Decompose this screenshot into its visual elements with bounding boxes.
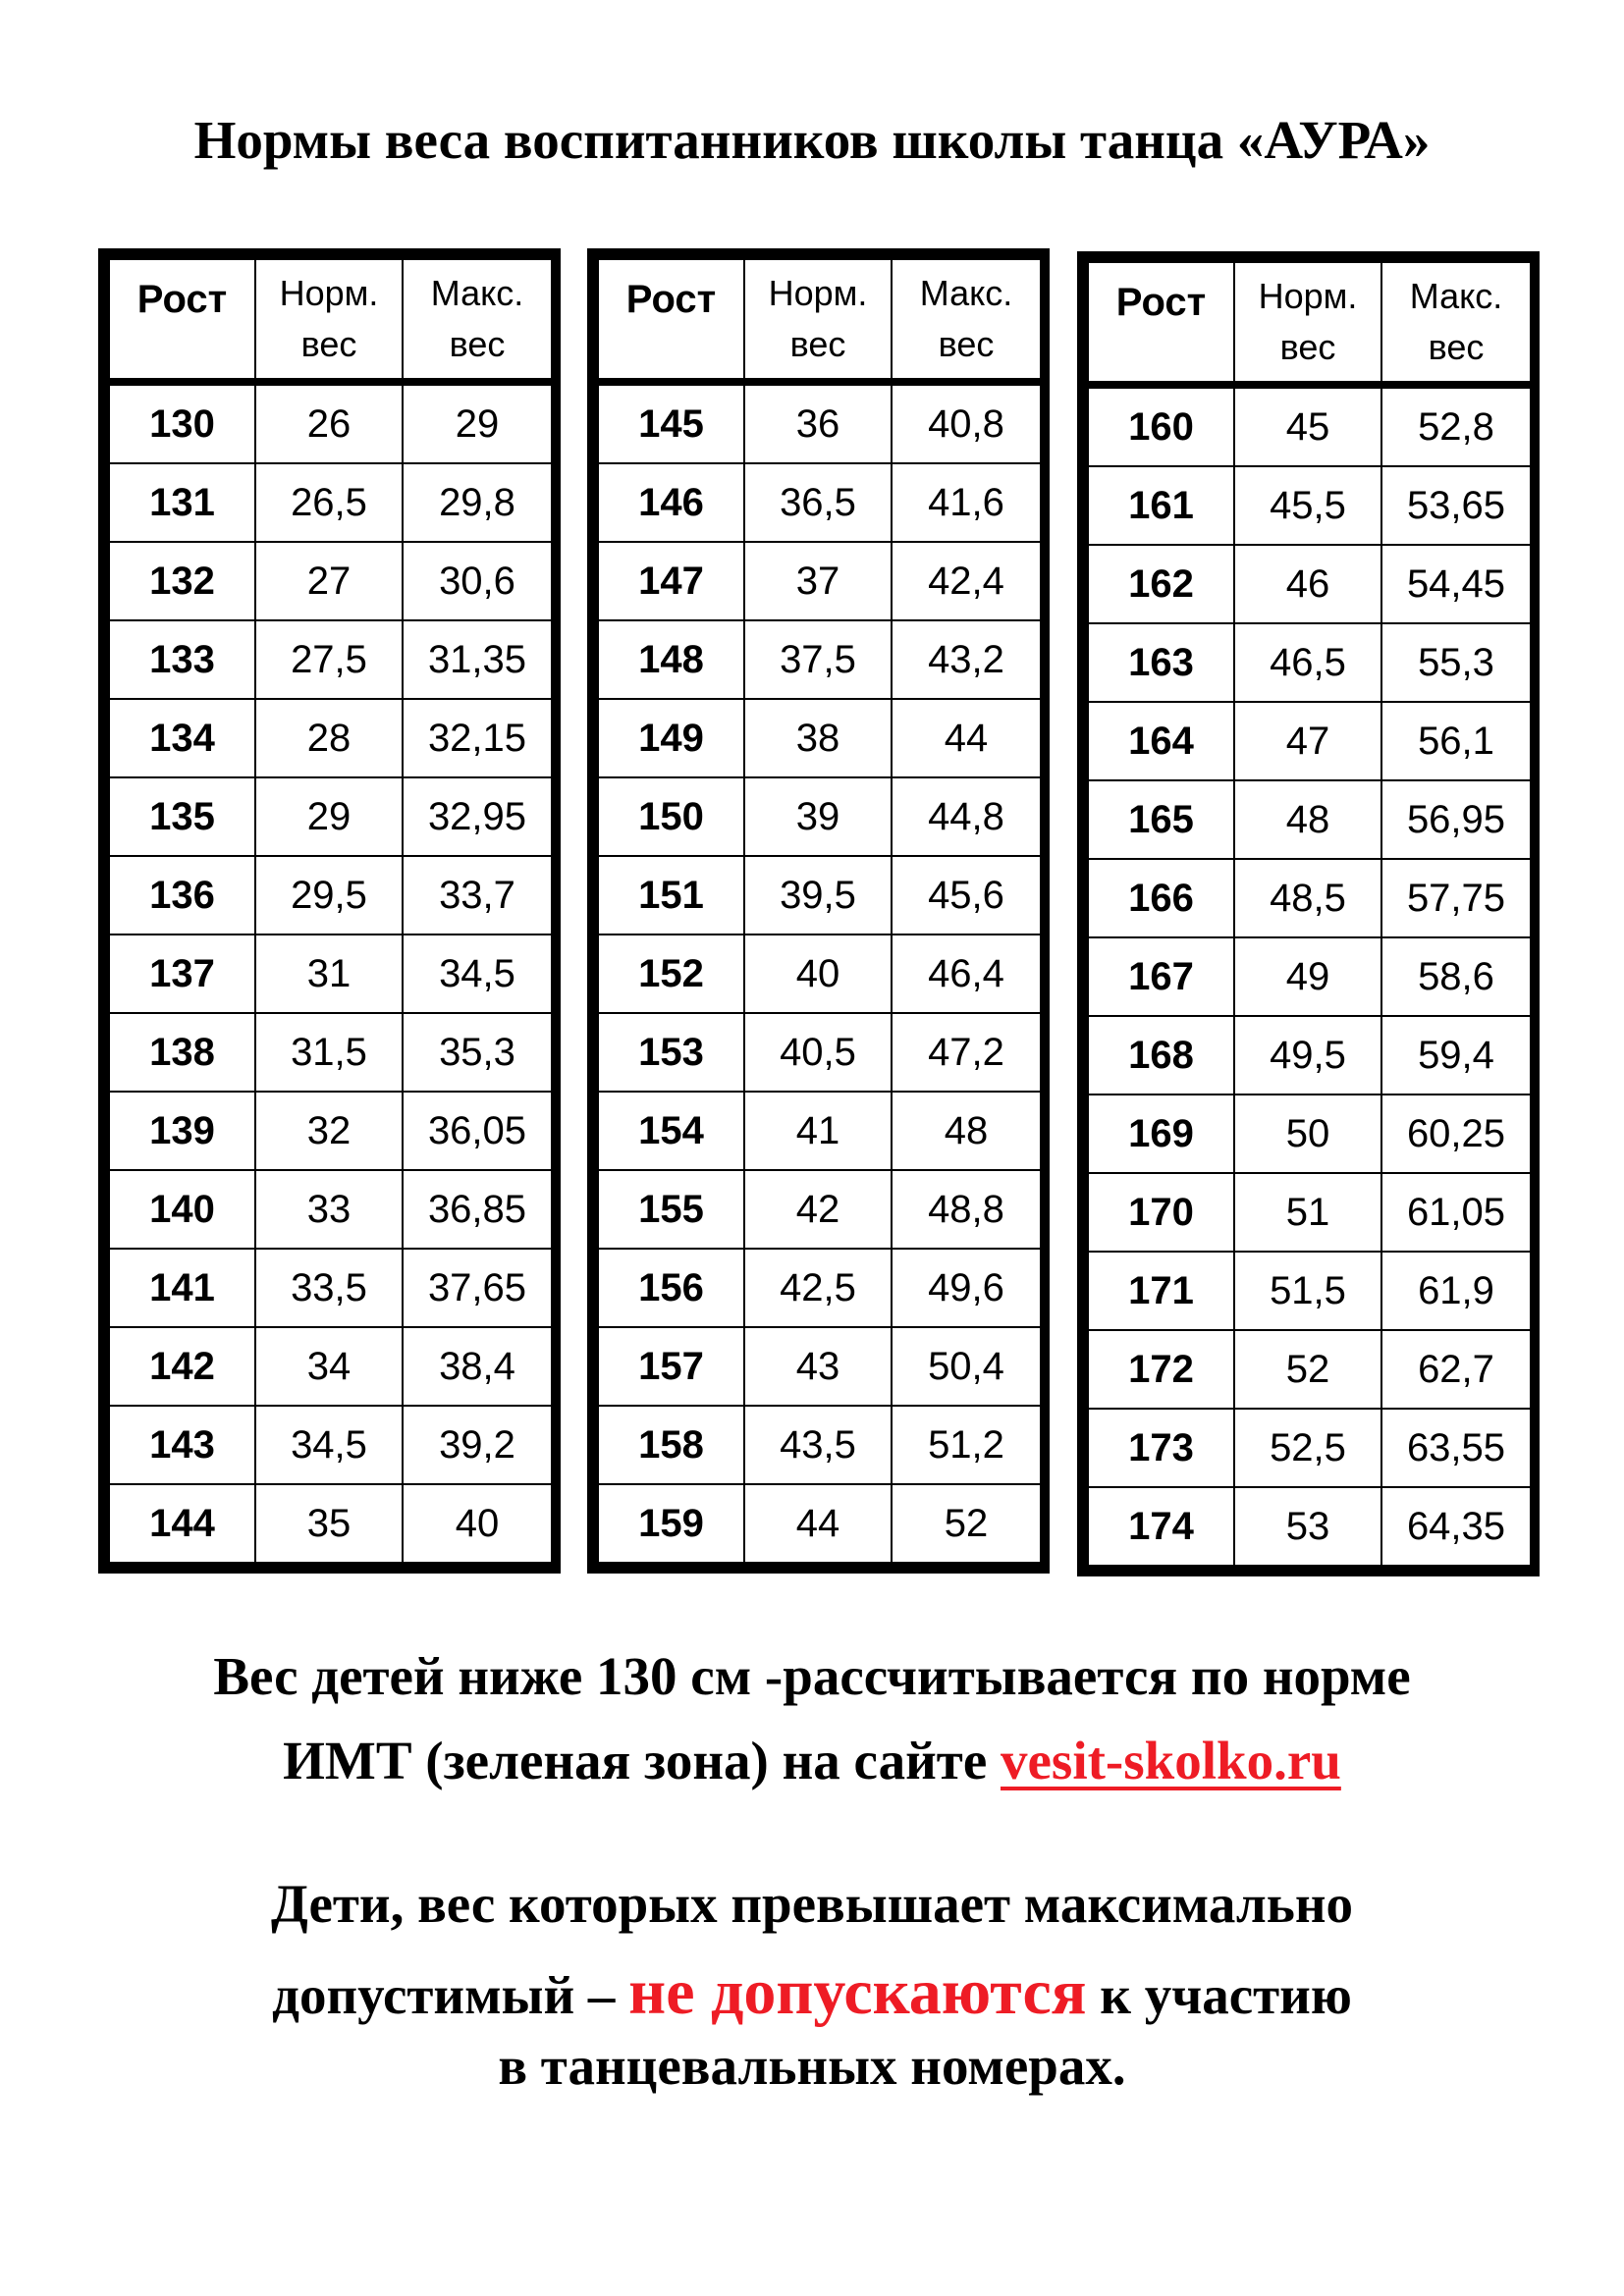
norm-weight-cell: 41 (744, 1092, 892, 1170)
height-cell: 133 (109, 620, 255, 699)
table-row (109, 934, 552, 1013)
table-row (109, 463, 552, 542)
height-cell: 169 (1088, 1095, 1234, 1173)
table-row (109, 1484, 552, 1563)
height-cell: 138 (109, 1013, 255, 1092)
height-cell: 143 (109, 1406, 255, 1484)
table-row (109, 382, 552, 463)
bmi-note (0, 1634, 1624, 1803)
height-cell: 173 (1088, 1409, 1234, 1487)
height-cell: 170 (1088, 1173, 1234, 1252)
table-row (598, 463, 1041, 542)
table-row (598, 777, 1041, 856)
norm-weight-cell: 39 (744, 777, 892, 856)
table-row (1088, 859, 1531, 937)
norm-weight-cell: 28 (255, 699, 403, 777)
table-row (598, 542, 1041, 620)
table-row (598, 382, 1041, 463)
max-weight-cell: 41,6 (892, 463, 1041, 542)
norm-weight-cell: 36 (744, 382, 892, 463)
max-weight-header: Макс. вес (892, 259, 1041, 382)
height-cell: 171 (1088, 1252, 1234, 1330)
height-cell: 140 (109, 1170, 255, 1249)
height-cell: 162 (1088, 545, 1234, 623)
height-cell: 152 (598, 934, 744, 1013)
norm-weight-cell: 35 (255, 1484, 403, 1563)
height-cell: 159 (598, 1484, 744, 1563)
norm-weight-header: Норм. вес (1234, 262, 1381, 385)
weight-table-grid (597, 258, 1042, 1564)
max-weight-cell: 44 (892, 699, 1041, 777)
norm-weight-cell: 36,5 (744, 463, 892, 542)
height-cell: 147 (598, 542, 744, 620)
height-cell: 172 (1088, 1330, 1234, 1409)
table-row (1088, 623, 1531, 702)
max-weight-cell: 52,8 (1381, 385, 1531, 466)
weight-table-2 (587, 248, 1050, 1574)
table-row (109, 1327, 552, 1406)
max-weight-cell: 39,2 (403, 1406, 552, 1484)
height-cell: 131 (109, 463, 255, 542)
height-cell: 150 (598, 777, 744, 856)
weight-table-grid (1087, 261, 1532, 1567)
table-row (1088, 1409, 1531, 1487)
table-row (1088, 385, 1531, 466)
norm-weight-cell: 44 (744, 1484, 892, 1563)
height-cell: 161 (1088, 466, 1234, 545)
table-header-row (1088, 262, 1531, 385)
height-cell: 163 (1088, 623, 1234, 702)
max-weight-cell: 44,8 (892, 777, 1041, 856)
norm-weight-cell: 33 (255, 1170, 403, 1249)
norm-weight-cell: 40 (744, 934, 892, 1013)
norm-weight-cell: 48 (1234, 780, 1381, 859)
norm-weight-cell: 46,5 (1234, 623, 1381, 702)
warning-highlight: не допускаются (628, 1956, 1087, 2028)
height-cell: 148 (598, 620, 744, 699)
norm-weight-cell: 26 (255, 382, 403, 463)
norm-weight-cell: 42,5 (744, 1249, 892, 1327)
max-weight-cell: 30,6 (403, 542, 552, 620)
max-weight-cell: 53,65 (1381, 466, 1531, 545)
norm-weight-cell: 49,5 (1234, 1016, 1381, 1095)
table-row (109, 856, 552, 934)
max-weight-cell: 32,95 (403, 777, 552, 856)
height-cell: 142 (109, 1327, 255, 1406)
weight-table-grid (108, 258, 553, 1564)
max-weight-cell: 48 (892, 1092, 1041, 1170)
norm-weight-cell: 43 (744, 1327, 892, 1406)
height-cell: 164 (1088, 702, 1234, 780)
max-weight-cell: 64,35 (1381, 1487, 1531, 1566)
norm-weight-header: Норм. вес (744, 259, 892, 382)
norm-weight-cell: 52 (1234, 1330, 1381, 1409)
max-weight-cell: 50,4 (892, 1327, 1041, 1406)
height-header: Рост (1088, 262, 1234, 385)
height-cell: 160 (1088, 385, 1234, 466)
max-weight-cell: 51,2 (892, 1406, 1041, 1484)
max-weight-cell: 43,2 (892, 620, 1041, 699)
max-weight-cell: 60,25 (1381, 1095, 1531, 1173)
warning-line3: в танцевальных номерах. (498, 2036, 1126, 2096)
height-header: Рост (109, 259, 255, 382)
table-row (109, 1092, 552, 1170)
table-row (598, 699, 1041, 777)
bmi-note-line1: Вес детей ниже 130 см -рассчитывается по норме (213, 1646, 1411, 1706)
table-row (109, 620, 552, 699)
height-cell: 174 (1088, 1487, 1234, 1566)
table-row (1088, 1487, 1531, 1566)
height-cell: 144 (109, 1484, 255, 1563)
table-row (1088, 1252, 1531, 1330)
table-header-row (109, 259, 552, 382)
height-cell: 132 (109, 542, 255, 620)
norm-weight-cell: 48,5 (1234, 859, 1381, 937)
height-cell: 153 (598, 1013, 744, 1092)
weight-table-1 (98, 248, 561, 1574)
table-row (109, 777, 552, 856)
max-weight-cell: 32,15 (403, 699, 552, 777)
table-row (598, 934, 1041, 1013)
height-cell: 157 (598, 1327, 744, 1406)
max-weight-cell: 62,7 (1381, 1330, 1531, 1409)
norm-weight-cell: 27 (255, 542, 403, 620)
table-row (109, 542, 552, 620)
height-cell: 151 (598, 856, 744, 934)
table-row (1088, 466, 1531, 545)
max-weight-cell: 46,4 (892, 934, 1041, 1013)
table-row (598, 1406, 1041, 1484)
height-cell: 139 (109, 1092, 255, 1170)
table-row (1088, 545, 1531, 623)
table-row (109, 1249, 552, 1327)
height-cell: 166 (1088, 859, 1234, 937)
max-weight-cell: 47,2 (892, 1013, 1041, 1092)
max-weight-cell: 58,6 (1381, 937, 1531, 1016)
norm-weight-cell: 29,5 (255, 856, 403, 934)
norm-weight-cell: 53 (1234, 1487, 1381, 1566)
max-weight-cell: 34,5 (403, 934, 552, 1013)
norm-weight-cell: 40,5 (744, 1013, 892, 1092)
height-cell: 135 (109, 777, 255, 856)
table-row (598, 856, 1041, 934)
table-row (109, 1170, 552, 1249)
table-header-row (598, 259, 1041, 382)
table-row (598, 620, 1041, 699)
max-weight-cell: 36,85 (403, 1170, 552, 1249)
max-weight-cell: 52 (892, 1484, 1041, 1563)
max-weight-cell: 45,6 (892, 856, 1041, 934)
norm-weight-cell: 43,5 (744, 1406, 892, 1484)
height-cell: 165 (1088, 780, 1234, 859)
max-weight-cell: 59,4 (1381, 1016, 1531, 1095)
table-row (1088, 1330, 1531, 1409)
norm-weight-header: Норм. вес (255, 259, 403, 382)
norm-weight-cell: 37 (744, 542, 892, 620)
norm-weight-cell: 32 (255, 1092, 403, 1170)
max-weight-header: Макс. вес (1381, 262, 1531, 385)
bmi-note-line2 (0, 1719, 1624, 1803)
warning-prefix: допустимый – (272, 1965, 629, 2025)
height-cell: 134 (109, 699, 255, 777)
max-weight-cell: 55,3 (1381, 623, 1531, 702)
height-cell: 130 (109, 382, 255, 463)
table-row (1088, 780, 1531, 859)
norm-weight-cell: 31 (255, 934, 403, 1013)
table-row (109, 1013, 552, 1092)
table-row (1088, 1016, 1531, 1095)
max-weight-cell: 42,4 (892, 542, 1041, 620)
max-weight-cell: 61,05 (1381, 1173, 1531, 1252)
max-weight-cell: 36,05 (403, 1092, 552, 1170)
max-weight-cell: 57,75 (1381, 859, 1531, 937)
height-cell: 158 (598, 1406, 744, 1484)
norm-weight-cell: 37,5 (744, 620, 892, 699)
max-weight-cell: 29,8 (403, 463, 552, 542)
height-cell: 168 (1088, 1016, 1234, 1095)
weight-table-3 (1077, 251, 1540, 1576)
max-weight-cell: 35,3 (403, 1013, 552, 1092)
max-weight-cell: 38,4 (403, 1327, 552, 1406)
norm-weight-cell: 45,5 (1234, 466, 1381, 545)
height-cell: 141 (109, 1249, 255, 1327)
max-weight-cell: 31,35 (403, 620, 552, 699)
max-weight-cell: 56,95 (1381, 780, 1531, 859)
norm-weight-cell: 51 (1234, 1173, 1381, 1252)
norm-weight-cell: 26,5 (255, 463, 403, 542)
height-cell: 156 (598, 1249, 744, 1327)
table-row (598, 1484, 1041, 1563)
norm-weight-cell: 33,5 (255, 1249, 403, 1327)
height-cell: 155 (598, 1170, 744, 1249)
height-cell: 137 (109, 934, 255, 1013)
table-row (1088, 1173, 1531, 1252)
max-weight-header: Макс. вес (403, 259, 552, 382)
bmi-note-prefix: ИМТ (зеленая зона) на сайте (283, 1731, 1001, 1790)
max-weight-cell: 33,7 (403, 856, 552, 934)
max-weight-cell: 40,8 (892, 382, 1041, 463)
norm-weight-cell: 42 (744, 1170, 892, 1249)
norm-weight-cell: 50 (1234, 1095, 1381, 1173)
norm-weight-cell: 29 (255, 777, 403, 856)
max-weight-cell: 48,8 (892, 1170, 1041, 1249)
norm-weight-cell: 31,5 (255, 1013, 403, 1092)
max-weight-cell: 56,1 (1381, 702, 1531, 780)
table-row (598, 1013, 1041, 1092)
warning-suffix: к участию (1086, 1965, 1352, 2025)
warning-note (0, 1860, 1624, 2110)
height-cell: 146 (598, 463, 744, 542)
norm-weight-cell: 46 (1234, 545, 1381, 623)
norm-weight-cell: 38 (744, 699, 892, 777)
norm-weight-cell: 52,5 (1234, 1409, 1381, 1487)
table-row (1088, 1095, 1531, 1173)
table-row (598, 1170, 1041, 1249)
max-weight-cell: 37,65 (403, 1249, 552, 1327)
norm-weight-cell: 34 (255, 1327, 403, 1406)
height-cell: 136 (109, 856, 255, 934)
max-weight-cell: 54,45 (1381, 545, 1531, 623)
max-weight-cell: 63,55 (1381, 1409, 1531, 1487)
norm-weight-cell: 49 (1234, 937, 1381, 1016)
norm-weight-cell: 47 (1234, 702, 1381, 780)
table-row (1088, 937, 1531, 1016)
norm-weight-cell: 45 (1234, 385, 1381, 466)
height-cell: 149 (598, 699, 744, 777)
height-cell: 145 (598, 382, 744, 463)
height-cell: 167 (1088, 937, 1234, 1016)
table-row (1088, 702, 1531, 780)
table-row (109, 699, 552, 777)
table-row (598, 1327, 1041, 1406)
max-weight-cell: 29 (403, 382, 552, 463)
max-weight-cell: 49,6 (892, 1249, 1041, 1327)
norm-weight-cell: 27,5 (255, 620, 403, 699)
table-row (598, 1249, 1041, 1327)
warning-line1: Дети, вес которых превышает максимально (270, 1874, 1354, 1934)
height-header: Рост (598, 259, 744, 382)
table-row (598, 1092, 1041, 1170)
max-weight-cell: 61,9 (1381, 1252, 1531, 1330)
norm-weight-cell: 34,5 (255, 1406, 403, 1484)
table-row (109, 1406, 552, 1484)
height-cell: 154 (598, 1092, 744, 1170)
norm-weight-cell: 51,5 (1234, 1252, 1381, 1330)
page-title: Нормы веса воспитанников школы танца «АУРА» (193, 110, 1431, 170)
max-weight-cell: 40 (403, 1484, 552, 1563)
site-link[interactable]: vesit-skolko.ru (1001, 1731, 1341, 1790)
norm-weight-cell: 39,5 (744, 856, 892, 934)
